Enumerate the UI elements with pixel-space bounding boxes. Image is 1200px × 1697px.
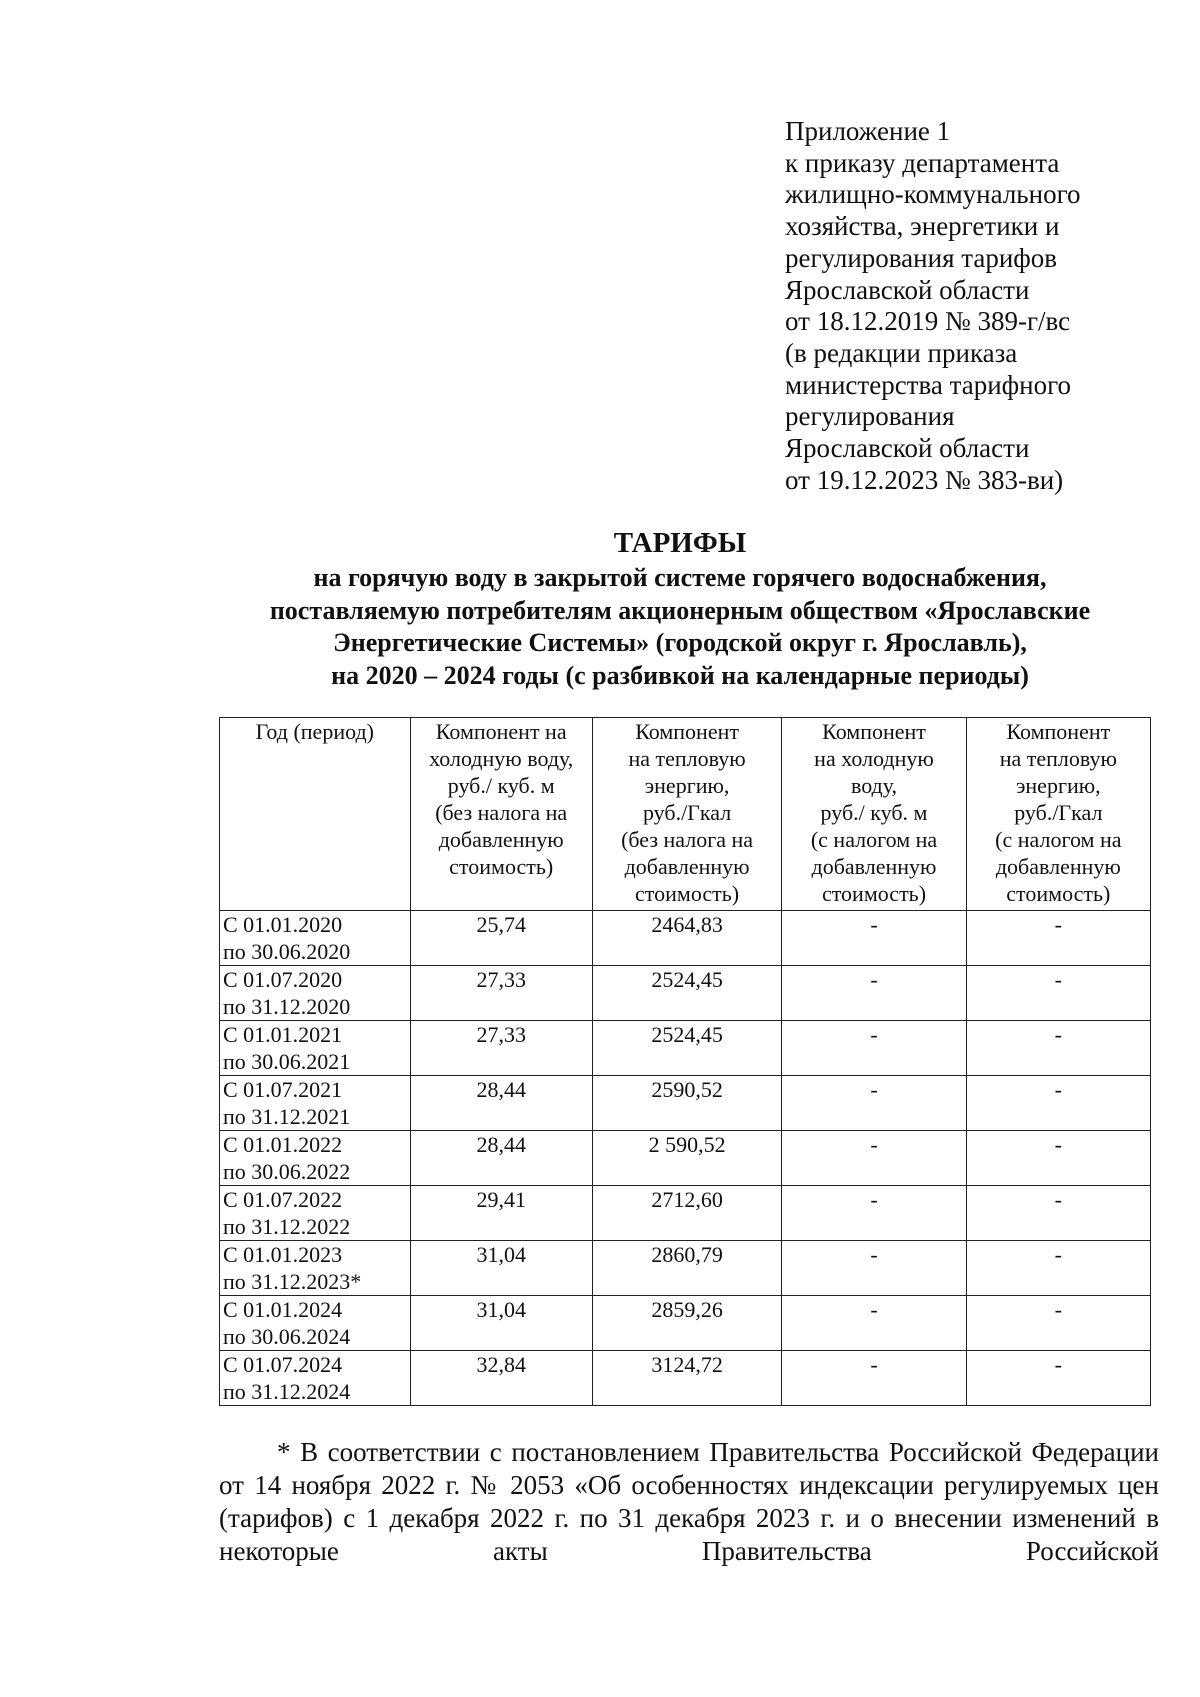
period-line: по 30.06.2024 bbox=[223, 1324, 351, 1349]
heat-vat-cell: - bbox=[966, 1241, 1150, 1296]
heat-cell: 2590,52 bbox=[592, 1076, 782, 1131]
annex-line: министерства тарифного bbox=[785, 369, 1072, 400]
annex-line: регулирования тарифов bbox=[785, 242, 1058, 273]
annex-line: (в редакции приказа bbox=[785, 337, 1018, 368]
table-row bbox=[220, 1131, 1151, 1186]
column-header-line: стоимость) bbox=[449, 854, 554, 879]
annex-line: регулирования bbox=[785, 401, 955, 432]
table-row bbox=[220, 1186, 1151, 1241]
tariffs-table bbox=[219, 717, 1151, 1406]
period-line: С 01.01.2023 bbox=[223, 1242, 343, 1267]
heat-vat-cell: - bbox=[966, 1296, 1150, 1351]
period-line: С 01.01.2022 bbox=[223, 1132, 343, 1157]
period-cell bbox=[220, 966, 411, 1021]
column-header-line: добавленную bbox=[438, 827, 564, 852]
heat-cell: 2 590,52 bbox=[592, 1131, 782, 1186]
column-header-line: на холодную bbox=[814, 746, 934, 771]
annex-block bbox=[785, 116, 1080, 496]
annex-line: от 19.12.2023 № 383-ви) bbox=[785, 464, 1064, 495]
period-line: С 01.07.2024 bbox=[223, 1352, 343, 1377]
cold-vat-cell: - bbox=[782, 1076, 966, 1131]
column-header-line: руб./Гкал bbox=[642, 800, 732, 825]
period-line: по 30.06.2021 bbox=[223, 1049, 351, 1074]
heat-cell: 2464,83 bbox=[592, 911, 782, 966]
table-header bbox=[220, 718, 1151, 911]
column-header-line: (с налогом на bbox=[995, 827, 1122, 852]
period-cell bbox=[220, 1241, 411, 1296]
period-line: по 31.12.2022 bbox=[223, 1214, 351, 1239]
heat-cell: 2712,60 bbox=[592, 1186, 782, 1241]
annex-line: жилищно-коммунального bbox=[785, 179, 1081, 210]
column-header-line: руб./ куб. м bbox=[820, 800, 928, 825]
annex-line: Ярославской области bbox=[785, 433, 1030, 464]
period-line: С 01.01.2020 bbox=[223, 912, 343, 937]
column-header-line: на тепловую bbox=[628, 746, 746, 771]
cold-cell: 27,33 bbox=[410, 1021, 592, 1076]
cold-vat-cell: - bbox=[782, 1186, 966, 1241]
column-header-line: добавленную bbox=[811, 854, 937, 879]
table-row bbox=[220, 911, 1151, 966]
annex-line: к приказу департамента bbox=[785, 147, 1060, 178]
table-row bbox=[220, 1021, 1151, 1076]
column-header bbox=[782, 718, 966, 911]
period-line: по 31.12.2020 bbox=[223, 994, 351, 1019]
period-cell bbox=[220, 1186, 411, 1241]
period-cell bbox=[220, 1351, 411, 1406]
cold-cell: 31,04 bbox=[410, 1241, 592, 1296]
heat-cell: 2524,45 bbox=[592, 966, 782, 1021]
column-header-line: (без налога на bbox=[435, 800, 568, 825]
table-row bbox=[220, 1076, 1151, 1131]
column-header-line: Компонент bbox=[822, 719, 926, 744]
period-cell bbox=[220, 1076, 411, 1131]
column-header-line: на тепловую bbox=[999, 746, 1117, 771]
column-header-line: руб./Гкал bbox=[1014, 800, 1103, 825]
period-line: по 30.06.2022 bbox=[223, 1159, 351, 1184]
table-body bbox=[220, 911, 1151, 1406]
cold-cell: 28,44 bbox=[410, 1131, 592, 1186]
annex-line: Ярославской области bbox=[785, 274, 1030, 305]
column-header bbox=[220, 718, 411, 911]
column-header-line: Компонент на bbox=[435, 719, 567, 744]
subtitle-line: на горячую воду в закрытой системе горячего водоснабжения, bbox=[313, 563, 1047, 592]
footnote-text: * В соответствии с постановлением Правительства Российской Федерации от 14 ноября 2022 г. № 2053 «Об особенностях индексации регулируемых цен (тарифов) с 1 декабря 2022 г. по 31 декабря 2023 г. и о внесении изменений в некоторые акты Правительства Российской bbox=[219, 1437, 1159, 1566]
document-subtitle bbox=[220, 562, 1140, 692]
column-header-line: (с налогом на bbox=[810, 827, 938, 852]
cold-cell: 29,41 bbox=[410, 1186, 592, 1241]
column-header-line: холодную воду, bbox=[429, 746, 574, 771]
column-header-line: воду, bbox=[850, 773, 898, 798]
column-header-line: добавленную bbox=[995, 854, 1121, 879]
subtitle-line: на 2020 – 2024 годы (с разбивкой на календарные периоды) bbox=[331, 660, 1029, 690]
period-line: по 31.12.2023* bbox=[223, 1269, 362, 1294]
cold-vat-cell: - bbox=[782, 1351, 966, 1406]
period-line: по 30.06.2020 bbox=[223, 939, 351, 964]
document-title: ТАРИФЫ bbox=[613, 527, 747, 559]
table-row bbox=[220, 1241, 1151, 1296]
period-cell bbox=[220, 1296, 411, 1351]
heat-vat-cell: - bbox=[966, 911, 1150, 966]
cold-vat-cell: - bbox=[782, 1131, 966, 1186]
heat-vat-cell: - bbox=[966, 1021, 1150, 1076]
column-header-line: руб./ куб. м bbox=[447, 773, 555, 798]
subtitle-line: поставляемую потребителям акционерным обществом «Ярославские bbox=[269, 595, 1091, 625]
annex-line: от 18.12.2019 № 389-г/вс bbox=[785, 306, 1071, 337]
period-cell bbox=[220, 911, 411, 966]
cold-vat-cell: - bbox=[782, 1021, 966, 1076]
column-header-line: стоимость) bbox=[635, 881, 740, 906]
cold-vat-cell: - bbox=[782, 1296, 966, 1351]
cold-cell: 25,74 bbox=[410, 911, 592, 966]
column-header bbox=[592, 718, 782, 911]
period-cell bbox=[220, 1021, 411, 1076]
period-line: С 01.07.2022 bbox=[223, 1187, 343, 1212]
heat-cell: 2860,79 bbox=[592, 1241, 782, 1296]
cold-cell: 27,33 bbox=[410, 966, 592, 1021]
column-header-line: стоимость) bbox=[821, 881, 927, 906]
document-heading bbox=[220, 526, 1140, 692]
period-line: по 31.12.2024 bbox=[223, 1379, 351, 1404]
period-line: С 01.07.2020 bbox=[223, 967, 343, 992]
table-row bbox=[220, 966, 1151, 1021]
heat-cell: 2859,26 bbox=[592, 1296, 782, 1351]
period-line: по 31.12.2021 bbox=[223, 1104, 351, 1129]
cold-vat-cell: - bbox=[782, 1241, 966, 1296]
column-header bbox=[966, 718, 1150, 911]
cold-cell: 28,44 bbox=[410, 1076, 592, 1131]
column-header-line: Компонент bbox=[635, 719, 739, 744]
cold-vat-cell: - bbox=[782, 966, 966, 1021]
period-line: С 01.01.2021 bbox=[223, 1022, 343, 1047]
heat-vat-cell: - bbox=[966, 1076, 1150, 1131]
heat-cell: 2524,45 bbox=[592, 1021, 782, 1076]
annex-line: хозяйства, энергетики и bbox=[785, 211, 1060, 242]
cold-cell: 31,04 bbox=[410, 1296, 592, 1351]
column-header-line: стоимость) bbox=[1006, 881, 1111, 906]
column-header bbox=[410, 718, 592, 911]
period-line: С 01.01.2024 bbox=[223, 1297, 343, 1322]
table-row bbox=[220, 1296, 1151, 1351]
cold-cell: 32,84 bbox=[410, 1351, 592, 1406]
period-cell bbox=[220, 1131, 411, 1186]
column-header-line: Год (период) bbox=[255, 719, 374, 744]
period-line: С 01.07.2021 bbox=[223, 1077, 343, 1102]
column-header-line: энергию, bbox=[644, 773, 730, 798]
heat-vat-cell: - bbox=[966, 966, 1150, 1021]
subtitle-line: Энергетические Системы» (городской округ г. Ярославль), bbox=[333, 628, 1027, 657]
heat-vat-cell: - bbox=[966, 1351, 1150, 1406]
column-header-line: добавленную bbox=[624, 854, 750, 879]
annex-line: Приложение 1 bbox=[785, 116, 951, 146]
column-header-line: Компонент bbox=[1006, 719, 1111, 744]
footnote bbox=[219, 1436, 1159, 1568]
column-header-line: (без налога на bbox=[621, 827, 754, 852]
column-header-line: энергию, bbox=[1015, 773, 1101, 798]
table-row bbox=[220, 1351, 1151, 1406]
heat-cell: 3124,72 bbox=[592, 1351, 782, 1406]
heat-vat-cell: - bbox=[966, 1131, 1150, 1186]
heat-vat-cell: - bbox=[966, 1186, 1150, 1241]
cold-vat-cell: - bbox=[782, 911, 966, 966]
